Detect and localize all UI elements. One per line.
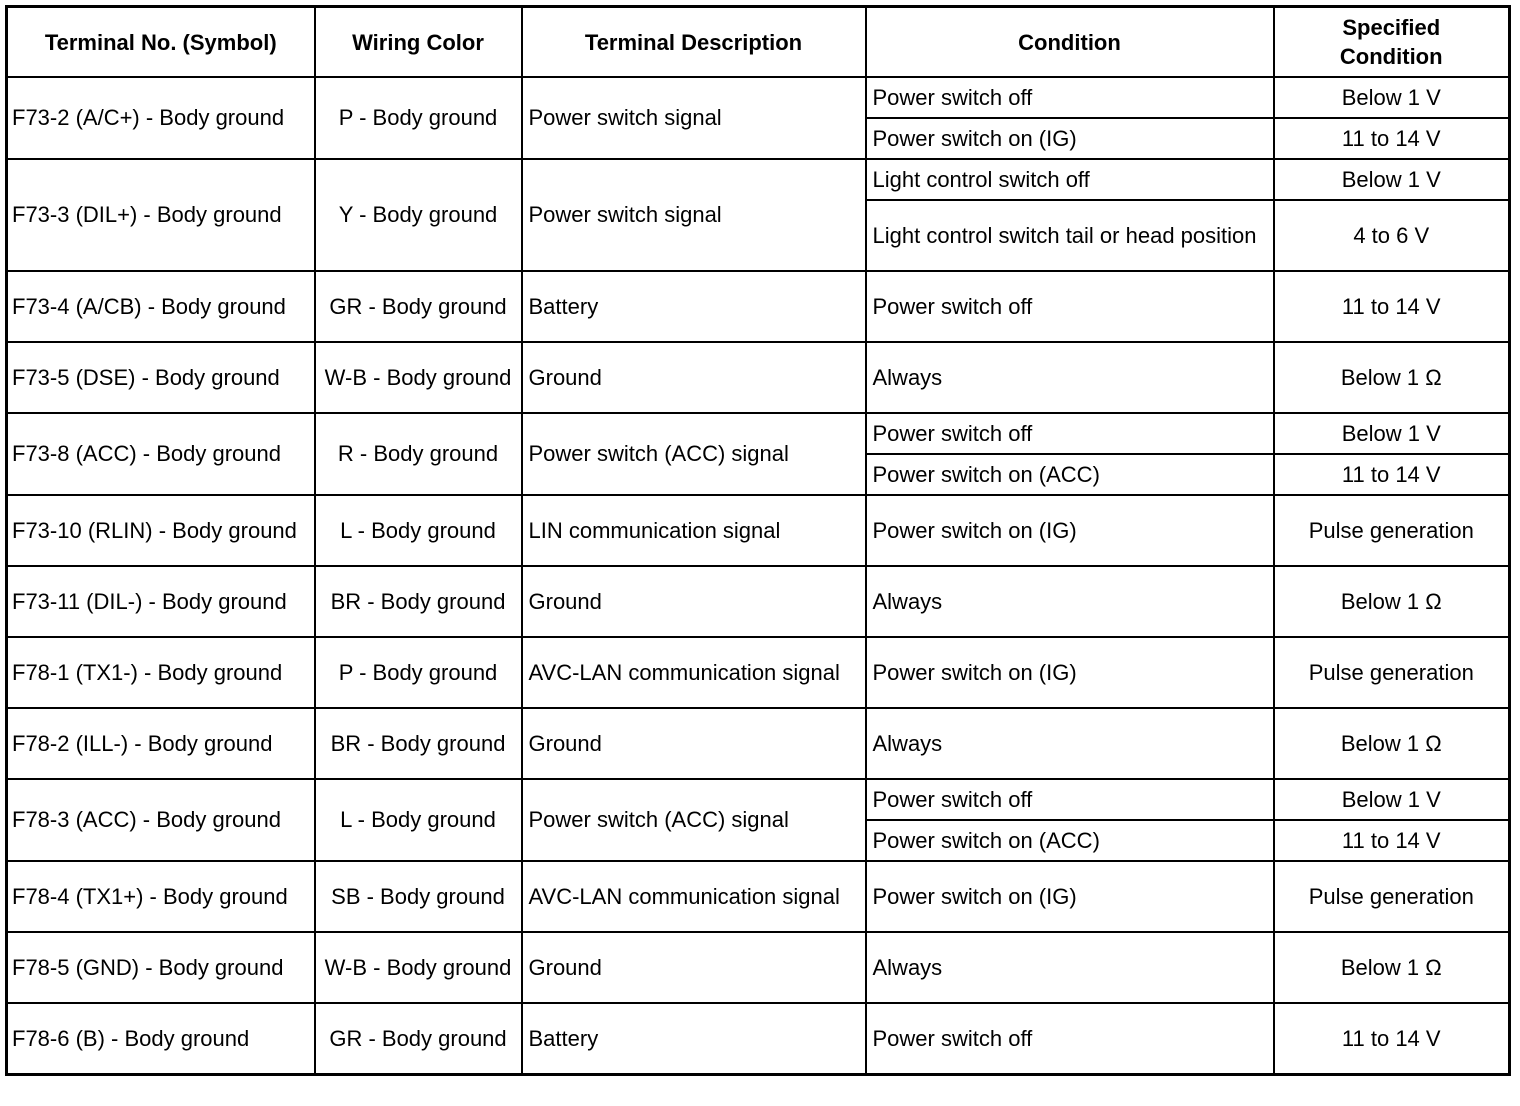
specified-condition-cell: Below 1 V: [1274, 77, 1510, 118]
terminal-description-cell: Ground: [522, 708, 866, 779]
table-row: [7, 861, 1510, 932]
terminal-cell: F78-6 (B) - Body ground: [7, 1003, 315, 1075]
terminal-description-cell: Ground: [522, 566, 866, 637]
terminal-table-container: [5, 5, 1511, 1076]
terminal-description-cell: Power switch signal: [522, 77, 866, 159]
specified-condition-cell: 11 to 14 V: [1274, 271, 1510, 342]
specified-condition-cell: 11 to 14 V: [1274, 118, 1510, 159]
specified-condition-cell: Pulse generation: [1274, 495, 1510, 566]
specified-condition-cell: Below 1 Ω: [1274, 342, 1510, 413]
wiring-color-cell: BR - Body ground: [315, 566, 522, 637]
wiring-color-cell: BR - Body ground: [315, 708, 522, 779]
specified-condition-cell: Pulse generation: [1274, 861, 1510, 932]
wiring-color-cell: P - Body ground: [315, 637, 522, 708]
specified-condition-cell: 11 to 14 V: [1274, 820, 1510, 861]
wiring-color-cell: R - Body ground: [315, 413, 522, 495]
table-row: [7, 779, 1510, 820]
table-row: [7, 932, 1510, 1003]
table-row: [7, 271, 1510, 342]
terminal-description-cell: Power switch (ACC) signal: [522, 779, 866, 861]
condition-cell: Power switch off: [866, 779, 1274, 820]
condition-cell: Power switch on (ACC): [866, 454, 1274, 495]
terminal-cell: F73-8 (ACC) - Body ground: [7, 413, 315, 495]
specified-condition-cell: Below 1 V: [1274, 413, 1510, 454]
terminal-description-cell: AVC-LAN communication signal: [522, 637, 866, 708]
terminal-cell: F78-1 (TX1-) - Body ground: [7, 637, 315, 708]
table-row: [7, 637, 1510, 708]
terminal-cell: F73-11 (DIL-) - Body ground: [7, 566, 315, 637]
table-row: [7, 495, 1510, 566]
condition-cell: Always: [866, 932, 1274, 1003]
wiring-color-cell: W-B - Body ground: [315, 342, 522, 413]
table-row: [7, 77, 1510, 118]
condition-cell: Power switch off: [866, 271, 1274, 342]
specified-condition-cell: Below 1 Ω: [1274, 708, 1510, 779]
wiring-color-cell: P - Body ground: [315, 77, 522, 159]
terminal-cell: F73-2 (A/C+) - Body ground: [7, 77, 315, 159]
terminal-description-cell: Ground: [522, 342, 866, 413]
terminal-description-cell: Battery: [522, 271, 866, 342]
wiring-color-cell: L - Body ground: [315, 495, 522, 566]
wiring-color-cell: Y - Body ground: [315, 159, 522, 271]
header-condition: Condition: [866, 7, 1274, 78]
specified-condition-cell: Below 1 Ω: [1274, 932, 1510, 1003]
header-wiring-color: Wiring Color: [315, 7, 522, 78]
terminal-cell: F78-4 (TX1+) - Body ground: [7, 861, 315, 932]
specified-condition-cell: Below 1 Ω: [1274, 566, 1510, 637]
header-terminal: Terminal No. (Symbol): [7, 7, 315, 78]
table-row: [7, 159, 1510, 200]
terminal-description-cell: AVC-LAN communication signal: [522, 861, 866, 932]
condition-cell: Power switch off: [866, 77, 1274, 118]
terminal-cell: F73-4 (A/CB) - Body ground: [7, 271, 315, 342]
condition-cell: Light control switch off: [866, 159, 1274, 200]
terminal-cell: F78-3 (ACC) - Body ground: [7, 779, 315, 861]
terminal-description-cell: LIN communication signal: [522, 495, 866, 566]
specified-condition-cell: Pulse generation: [1274, 637, 1510, 708]
header-row: [7, 7, 1510, 78]
condition-cell: Power switch on (IG): [866, 861, 1274, 932]
specified-condition-cell: Below 1 V: [1274, 779, 1510, 820]
condition-cell: Power switch on (IG): [866, 118, 1274, 159]
terminal-cell: F73-3 (DIL+) - Body ground: [7, 159, 315, 271]
terminal-description-cell: Power switch (ACC) signal: [522, 413, 866, 495]
wiring-color-cell: GR - Body ground: [315, 1003, 522, 1075]
table-row: [7, 342, 1510, 413]
table-row: [7, 1003, 1510, 1075]
wiring-color-cell: GR - Body ground: [315, 271, 522, 342]
table-row: [7, 566, 1510, 637]
header-terminal-description: Terminal Description: [522, 7, 866, 78]
table-row: [7, 708, 1510, 779]
condition-cell: Always: [866, 566, 1274, 637]
terminal-cell: F78-5 (GND) - Body ground: [7, 932, 315, 1003]
specified-condition-cell: 11 to 14 V: [1274, 454, 1510, 495]
terminal-cell: F73-5 (DSE) - Body ground: [7, 342, 315, 413]
specified-condition-cell: Below 1 V: [1274, 159, 1510, 200]
specified-condition-cell: 11 to 14 V: [1274, 1003, 1510, 1075]
terminal-table: [5, 5, 1511, 1076]
wiring-color-cell: W-B - Body ground: [315, 932, 522, 1003]
condition-cell: Always: [866, 708, 1274, 779]
table-row: [7, 413, 1510, 454]
condition-cell: Power switch off: [866, 1003, 1274, 1075]
condition-cell: Power switch on (IG): [866, 637, 1274, 708]
terminal-description-cell: Power switch signal: [522, 159, 866, 271]
header-specified-condition: Specified Condition: [1274, 7, 1510, 78]
terminal-cell: F78-2 (ILL-) - Body ground: [7, 708, 315, 779]
condition-cell: Power switch off: [866, 413, 1274, 454]
table-body: [7, 77, 1510, 1075]
terminal-description-cell: Battery: [522, 1003, 866, 1075]
terminal-cell: F73-10 (RLIN) - Body ground: [7, 495, 315, 566]
specified-condition-cell: 4 to 6 V: [1274, 200, 1510, 271]
condition-cell: Power switch on (ACC): [866, 820, 1274, 861]
condition-cell: Power switch on (IG): [866, 495, 1274, 566]
wiring-color-cell: SB - Body ground: [315, 861, 522, 932]
condition-cell: Always: [866, 342, 1274, 413]
condition-cell: Light control switch tail or head position: [866, 200, 1274, 271]
terminal-description-cell: Ground: [522, 932, 866, 1003]
wiring-color-cell: L - Body ground: [315, 779, 522, 861]
